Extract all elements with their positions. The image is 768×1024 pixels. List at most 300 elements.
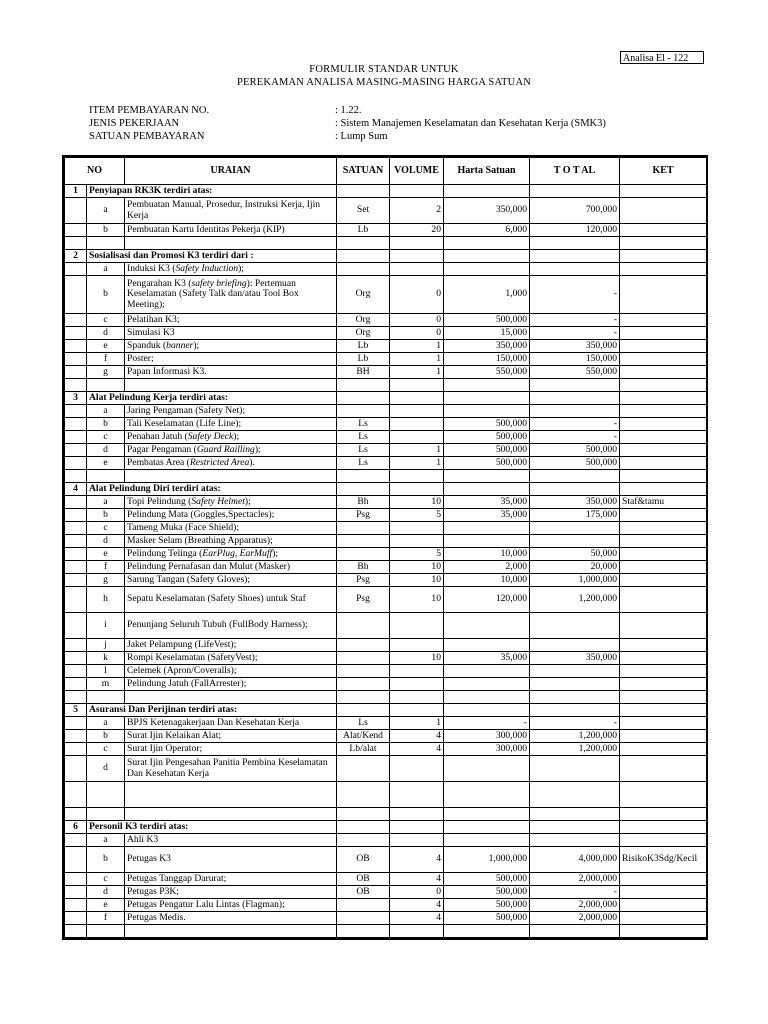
cell-uraian (125, 379, 337, 392)
cell-ket (620, 704, 707, 717)
item-ket (620, 224, 707, 237)
item-total: 120,000 (530, 224, 620, 237)
table-row (65, 730, 707, 743)
item-ket (620, 730, 707, 743)
table-row (65, 587, 707, 613)
item-letter: d (87, 327, 125, 340)
cell-volume (390, 782, 444, 808)
item-description: Jaket Pelampung (LifeVest); (125, 639, 337, 652)
item-ket (620, 276, 707, 314)
cell-no (65, 691, 87, 704)
item-description: Pelindung Jatuh (FallArrester); (125, 678, 337, 691)
table-row (65, 327, 707, 340)
item-description: Papan Informasi K3. (125, 366, 337, 379)
cell-no (65, 509, 87, 522)
item-satuan: OB (337, 886, 390, 899)
cell-no (65, 522, 87, 535)
table-row (65, 496, 707, 509)
item-harga-satuan: 10,000 (444, 548, 530, 561)
item-ket (620, 678, 707, 691)
item-harga-satuan (444, 263, 530, 276)
item-letter: a (87, 405, 125, 418)
item-harga-satuan: 300,000 (444, 743, 530, 756)
item-letter: e (87, 457, 125, 470)
cell-no (65, 340, 87, 353)
cell-ket (620, 808, 707, 821)
item-satuan: BH (337, 366, 390, 379)
cell-no (65, 730, 87, 743)
item-volume: 4 (390, 743, 444, 756)
item-harga-satuan: 550,000 (444, 366, 530, 379)
item-satuan (337, 405, 390, 418)
item-ket (620, 743, 707, 756)
item-description: Petugas K3 (125, 847, 337, 873)
item-letter: i (87, 613, 125, 639)
item-volume (390, 639, 444, 652)
item-letter: h (87, 587, 125, 613)
cell-total (530, 392, 620, 405)
item-satuan: Lb (337, 353, 390, 366)
item-description: Penahan Jatuh (Safety Deck); (125, 431, 337, 444)
table-row (65, 561, 707, 574)
item-harga-satuan: 35,000 (444, 509, 530, 522)
cell-ket (620, 392, 707, 405)
header-ket: KET (620, 158, 707, 185)
item-volume: 4 (390, 847, 444, 873)
item-ket (620, 509, 707, 522)
item-harga-satuan (444, 665, 530, 678)
item-satuan (337, 912, 390, 925)
cell-total (530, 691, 620, 704)
price-analysis-table (62, 155, 708, 940)
item-harga-satuan: 500,000 (444, 899, 530, 912)
item-satuan: Org (337, 327, 390, 340)
cell-ket (620, 821, 707, 834)
cell-no (65, 886, 87, 899)
table-body (65, 185, 707, 938)
section-title: Penyiapan RK3K terdiri atas: (87, 185, 337, 198)
section-number: 2 (65, 250, 87, 263)
section-title: Alat Pelindung Diri terdiri atas: (87, 483, 337, 496)
item-satuan: Ls (337, 444, 390, 457)
cell-no (65, 834, 87, 847)
item-volume: 0 (390, 327, 444, 340)
item-ket (620, 263, 707, 276)
item-volume: 4 (390, 912, 444, 925)
item-ket (620, 314, 707, 327)
cell-no (65, 561, 87, 574)
item-harga-satuan: 500,000 (444, 873, 530, 886)
item-ket (620, 405, 707, 418)
cell-satuan (337, 483, 390, 496)
item-total: - (530, 276, 620, 314)
item-harga-satuan (444, 756, 530, 782)
item-ket (620, 366, 707, 379)
cell-harga (444, 808, 530, 821)
item-volume: 1 (390, 717, 444, 730)
cell-harga (444, 925, 530, 938)
cell-no (65, 263, 87, 276)
item-satuan: Ls (337, 431, 390, 444)
table-row (65, 678, 707, 691)
item-ket (620, 639, 707, 652)
item-letter: b (87, 276, 125, 314)
item-ket (620, 912, 707, 925)
item-volume: 0 (390, 886, 444, 899)
cell-total (530, 808, 620, 821)
cell-sub (87, 925, 125, 938)
item-satuan (337, 652, 390, 665)
item-description: Penunjang Seluruh Tubuh (FullBody Harness); (125, 613, 337, 639)
item-letter: d (87, 444, 125, 457)
table-row (65, 522, 707, 535)
cell-no (65, 587, 87, 613)
item-letter: m (87, 678, 125, 691)
section-row (65, 483, 707, 496)
cell-harga (444, 237, 530, 250)
cell-total (530, 470, 620, 483)
cell-no (65, 418, 87, 431)
section-row (65, 185, 707, 198)
item-harga-satuan (444, 678, 530, 691)
cell-no (65, 496, 87, 509)
item-total: 4,000,000 (530, 847, 620, 873)
cell-uraian (125, 782, 337, 808)
item-volume: 1 (390, 340, 444, 353)
item-letter: a (87, 717, 125, 730)
table-row (65, 743, 707, 756)
cell-no (65, 652, 87, 665)
cell-total (530, 237, 620, 250)
item-total: 150,000 (530, 353, 620, 366)
cell-harga (444, 185, 530, 198)
cell-total (530, 782, 620, 808)
analysis-reference-box: Analisa El - 122 (620, 51, 704, 64)
item-volume: 10 (390, 496, 444, 509)
item-description: Topi Pelindung (Safety Helmet); (125, 496, 337, 509)
cell-volume (390, 470, 444, 483)
item-volume: 10 (390, 561, 444, 574)
item-total (530, 678, 620, 691)
section-number: 3 (65, 392, 87, 405)
cell-no (65, 665, 87, 678)
item-satuan: Lb (337, 224, 390, 237)
header-volume: VOLUME (390, 158, 444, 185)
cell-no (65, 276, 87, 314)
item-satuan: Lb (337, 340, 390, 353)
blank-row (65, 379, 707, 392)
cell-satuan (337, 379, 390, 392)
item-harga-satuan (444, 639, 530, 652)
table-row (65, 263, 707, 276)
cell-satuan (337, 185, 390, 198)
item-ket (620, 587, 707, 613)
item-letter: e (87, 899, 125, 912)
item-total (530, 535, 620, 548)
cell-no (65, 535, 87, 548)
item-satuan (337, 263, 390, 276)
section-number: 1 (65, 185, 87, 198)
item-ket: RisikoK3Sdg/Kecil (620, 847, 707, 873)
item-total: 1,000,000 (530, 574, 620, 587)
header-uraian: URAIAN (125, 158, 337, 185)
item-total: 500,000 (530, 457, 620, 470)
table-row (65, 535, 707, 548)
table-row (65, 418, 707, 431)
item-harga-satuan: 120,000 (444, 587, 530, 613)
item-harga-satuan: 350,000 (444, 340, 530, 353)
item-satuan: Ls (337, 717, 390, 730)
item-letter: f (87, 912, 125, 925)
cell-sub (87, 237, 125, 250)
item-description: Surat Ijin Kelaikan Alat; (125, 730, 337, 743)
meta-key: JENIS PEKERJAAN (89, 118, 180, 129)
item-letter: d (87, 535, 125, 548)
item-total: - (530, 314, 620, 327)
item-ket (620, 652, 707, 665)
table-row (65, 548, 707, 561)
item-total: 700,000 (530, 198, 620, 224)
table-row (65, 834, 707, 847)
item-description: Tameng Muka (Face Shield); (125, 522, 337, 535)
item-volume: 20 (390, 224, 444, 237)
item-ket (620, 353, 707, 366)
item-total: - (530, 717, 620, 730)
cell-harga (444, 691, 530, 704)
item-description: Tali Keselamatan (Life Line); (125, 418, 337, 431)
cell-volume (390, 691, 444, 704)
cell-no (65, 678, 87, 691)
cell-harga (444, 250, 530, 263)
cell-satuan (337, 237, 390, 250)
cell-sub (87, 782, 125, 808)
item-volume: 4 (390, 730, 444, 743)
item-total: - (530, 886, 620, 899)
blank-row (65, 782, 707, 808)
item-total (530, 613, 620, 639)
cell-no (65, 613, 87, 639)
item-description: Surat Ijin Operator; (125, 743, 337, 756)
item-harga-satuan (444, 613, 530, 639)
item-letter: a (87, 834, 125, 847)
cell-total (530, 925, 620, 938)
item-description: Jaring Pengaman (Safety Net); (125, 405, 337, 418)
item-ket (620, 548, 707, 561)
item-harga-satuan: 35,000 (444, 496, 530, 509)
table-row (65, 444, 707, 457)
item-description: Ahli K3 (125, 834, 337, 847)
item-description: Rompi Keselamatan (SafetyVest); (125, 652, 337, 665)
item-letter: l (87, 665, 125, 678)
cell-uraian (125, 237, 337, 250)
table-row (65, 314, 707, 327)
item-harga-satuan: 500,000 (444, 444, 530, 457)
cell-ket (620, 185, 707, 198)
blank-row (65, 691, 707, 704)
item-description: Pelindung Pernafasan dan Mulut (Masker) (125, 561, 337, 574)
cell-uraian (125, 925, 337, 938)
cell-volume (390, 185, 444, 198)
item-description: Surat Ijin Pengesahan Panitia Pembina Keselamatan Dan Kesehatan Kerja (125, 756, 337, 782)
item-harga-satuan: 15,000 (444, 327, 530, 340)
item-total (530, 756, 620, 782)
item-total (530, 665, 620, 678)
item-harga-satuan: 350,000 (444, 198, 530, 224)
cell-no (65, 444, 87, 457)
item-satuan (337, 834, 390, 847)
table-row (65, 198, 707, 224)
cell-volume (390, 392, 444, 405)
cell-ket (620, 782, 707, 808)
item-harga-satuan: 500,000 (444, 314, 530, 327)
item-total (530, 405, 620, 418)
item-total: 350,000 (530, 652, 620, 665)
cell-uraian (125, 808, 337, 821)
item-harga-satuan: 300,000 (444, 730, 530, 743)
cell-no (65, 353, 87, 366)
item-volume (390, 405, 444, 418)
item-satuan: Org (337, 276, 390, 314)
item-ket (620, 457, 707, 470)
cell-no (65, 366, 87, 379)
item-harga-satuan (444, 522, 530, 535)
item-harga-satuan: 35,000 (444, 652, 530, 665)
table-row (65, 224, 707, 237)
item-description: Petugas P3K; (125, 886, 337, 899)
item-satuan (337, 548, 390, 561)
item-letter: a (87, 198, 125, 224)
table-row (65, 574, 707, 587)
meta-value: : Lump Sum (335, 131, 388, 142)
item-letter: b (87, 847, 125, 873)
table-row (65, 276, 707, 314)
cell-harga (444, 470, 530, 483)
item-letter: e (87, 548, 125, 561)
table-row (65, 652, 707, 665)
item-total: 500,000 (530, 444, 620, 457)
item-harga-satuan: 1,000,000 (444, 847, 530, 873)
table-header-row (65, 158, 707, 185)
item-ket (620, 431, 707, 444)
header-total: T O T AL (530, 158, 620, 185)
item-total: 50,000 (530, 548, 620, 561)
cell-no (65, 379, 87, 392)
item-volume (390, 756, 444, 782)
cell-total (530, 185, 620, 198)
item-letter: f (87, 353, 125, 366)
item-harga-satuan (444, 535, 530, 548)
item-description: Pagar Pengaman (Guard Railling); (125, 444, 337, 457)
cell-uraian (125, 691, 337, 704)
blank-row (65, 808, 707, 821)
item-volume: 1 (390, 444, 444, 457)
item-total: 1,200,000 (530, 587, 620, 613)
cell-no (65, 314, 87, 327)
item-description: Sarung Tangan (Safety Gloves); (125, 574, 337, 587)
item-letter: k (87, 652, 125, 665)
cell-no (65, 457, 87, 470)
item-satuan: Bh (337, 496, 390, 509)
item-satuan (337, 678, 390, 691)
item-harga-satuan: 10,000 (444, 574, 530, 587)
item-satuan (337, 899, 390, 912)
cell-total (530, 379, 620, 392)
section-title: Alat Pelindung Kerja terdiri atas: (87, 392, 337, 405)
table-row (65, 366, 707, 379)
cell-no (65, 873, 87, 886)
cell-volume (390, 808, 444, 821)
item-volume: 1 (390, 353, 444, 366)
item-description: Simulasi K3 (125, 327, 337, 340)
item-description: Pembatas Area (Restricted Area). (125, 457, 337, 470)
table-row (65, 353, 707, 366)
meta-value: : 1.22. (335, 105, 362, 116)
cell-total (530, 704, 620, 717)
item-satuan (337, 639, 390, 652)
item-total (530, 263, 620, 276)
cell-satuan (337, 470, 390, 483)
item-description: Pelatihan K3; (125, 314, 337, 327)
item-satuan: Psg (337, 509, 390, 522)
item-volume: 2 (390, 198, 444, 224)
item-ket (620, 522, 707, 535)
item-satuan: Ls (337, 457, 390, 470)
item-total (530, 639, 620, 652)
cell-no (65, 574, 87, 587)
cell-harga (444, 704, 530, 717)
cell-satuan (337, 821, 390, 834)
cell-no (65, 912, 87, 925)
cell-satuan (337, 250, 390, 263)
cell-sub (87, 379, 125, 392)
item-description: Pelindung Mata (Goggles,Spectacles); (125, 509, 337, 522)
table-row (65, 717, 707, 730)
item-volume (390, 522, 444, 535)
table-row (65, 613, 707, 639)
item-satuan: Psg (337, 587, 390, 613)
section-title: Asuransi Dan Perijinan terdiri atas: (87, 704, 337, 717)
cell-no (65, 431, 87, 444)
item-volume: 10 (390, 574, 444, 587)
item-harga-satuan: 2,000 (444, 561, 530, 574)
item-harga-satuan: 500,000 (444, 886, 530, 899)
item-ket (620, 899, 707, 912)
item-description: Poster; (125, 353, 337, 366)
item-satuan: Org (337, 314, 390, 327)
section-title: Sosialisasi dan Promosi K3 terdiri dari : (87, 250, 337, 263)
item-harga-satuan: 500,000 (444, 912, 530, 925)
cell-no (65, 717, 87, 730)
table-row (65, 899, 707, 912)
item-letter: c (87, 873, 125, 886)
table-row (65, 431, 707, 444)
cell-volume (390, 925, 444, 938)
cell-ket (620, 483, 707, 496)
item-description: Sepatu Keselamatan (Safety Shoes) untuk Staf (125, 587, 337, 613)
item-total: - (530, 431, 620, 444)
cell-ket (620, 237, 707, 250)
item-description: Pengarahan K3 (safety briefing): Pertemuan Keselamatan (Safety Talk dan/atau Tool Box Meeting); (125, 276, 337, 314)
header-no: NO (65, 158, 125, 185)
item-ket (620, 198, 707, 224)
cell-no (65, 470, 87, 483)
item-ket (620, 886, 707, 899)
item-letter: a (87, 263, 125, 276)
item-harga-satuan: 500,000 (444, 418, 530, 431)
item-satuan (337, 665, 390, 678)
item-total: - (530, 327, 620, 340)
cell-harga (444, 782, 530, 808)
